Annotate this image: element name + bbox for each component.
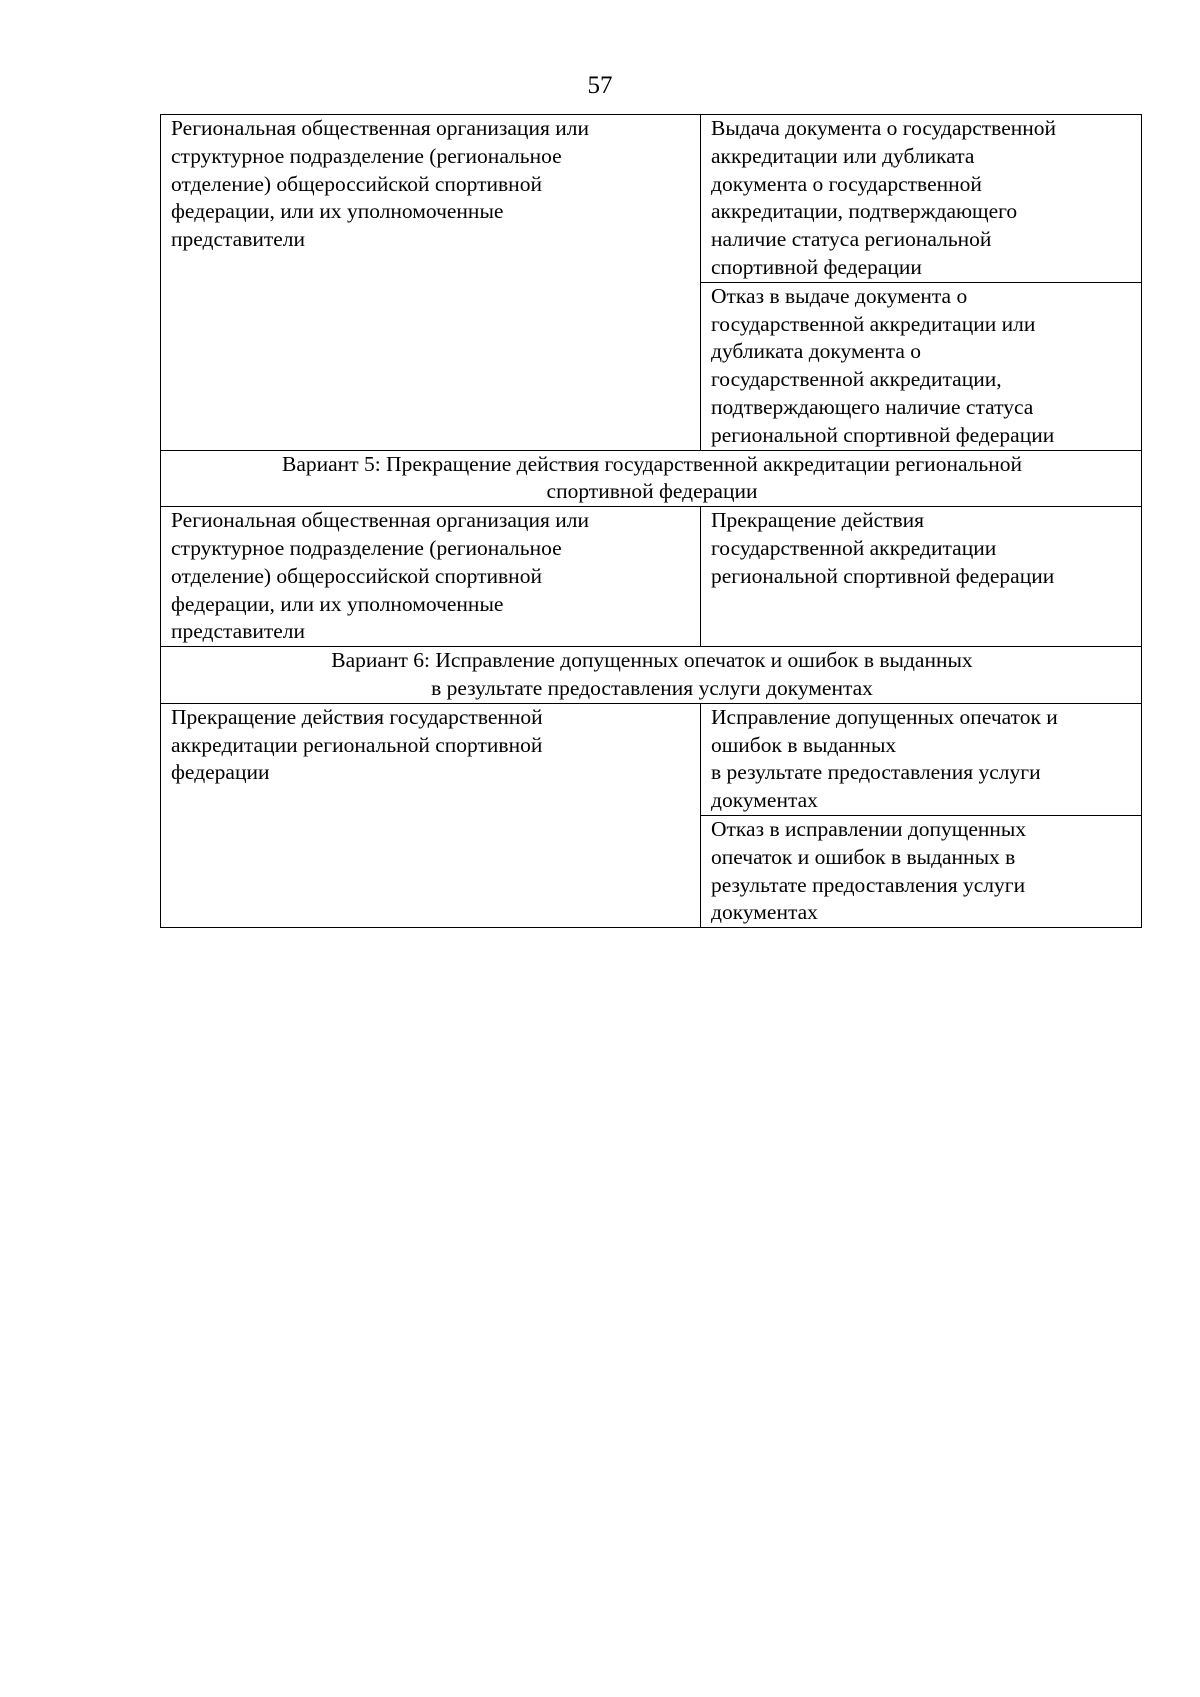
applicant-cell: [161, 507, 701, 647]
cell-line: документах: [711, 788, 818, 813]
cell-line: государственной аккредитации: [711, 535, 997, 560]
cell-line: федерации, или их уполномоченные: [171, 591, 504, 616]
result-cell: [701, 115, 1142, 283]
cell-line: региональной спортивной федерации: [711, 563, 1055, 588]
cell-line: региональной спортивной федерации: [711, 422, 1055, 447]
cell-line: федерации, или их уполномоченные: [171, 199, 504, 224]
cell-line: отделение) общероссийской спортивной: [171, 563, 542, 588]
variant-6-heading: [161, 647, 1142, 704]
cell-line: результате предоставления услуги: [711, 872, 1026, 897]
cell-line: структурное подразделение (региональное: [171, 143, 562, 168]
table-row: [161, 450, 1142, 507]
services-table: [160, 114, 1142, 928]
cell-line: структурное подразделение (региональное: [171, 535, 562, 560]
applicant-cell: [161, 115, 701, 451]
cell-line: государственной аккредитации или: [711, 311, 1036, 336]
cell-line: аккредитации, подтверждающего: [711, 199, 1018, 224]
cell-line: спортивной федерации: [711, 254, 922, 279]
cell-line: аккредитации или дубликата: [711, 143, 975, 168]
cell-line: Прекращение действия: [711, 508, 925, 533]
table-row: [161, 507, 1142, 647]
result-cell: [701, 507, 1142, 647]
cell-line: спортивной федерации: [546, 479, 758, 504]
cell-line: Региональная общественная организация или: [171, 508, 589, 533]
result-cell: [701, 703, 1142, 815]
cell-line: дубликата документа о: [711, 339, 922, 364]
cell-line: Отказ в исправлении допущенных: [711, 816, 1027, 841]
variant-5-heading: [161, 450, 1142, 507]
cell-line: представители: [171, 227, 306, 252]
cell-line: Выдача документа о государственной: [711, 116, 1057, 140]
cell-line: ошибок в выданных: [711, 732, 897, 757]
result-cell: [701, 815, 1142, 927]
cell-line: Исправление допущенных опечаток и: [711, 704, 1058, 729]
cell-line: Прекращение действия государственной: [171, 704, 543, 729]
cell-line: в результате предоставления услуги документах: [431, 675, 873, 700]
page-number: 57: [587, 72, 613, 99]
cell-line: наличие статуса региональной: [711, 227, 992, 252]
cell-line: документа о государственной: [711, 171, 982, 196]
table-row: [161, 115, 1142, 283]
cell-line: Региональная общественная организация или: [171, 116, 589, 140]
cell-line: в результате предоставления услуги: [711, 760, 1041, 785]
cell-line: Вариант 6: Исправление допущенных опечаток и ошибок в выданных: [331, 648, 973, 673]
applicant-cell: [161, 703, 701, 927]
cell-line: отделение) общероссийской спортивной: [171, 171, 542, 196]
cell-line: федерации: [171, 760, 270, 785]
cell-line: Отказ в выдаче документа о: [711, 283, 968, 308]
cell-line: аккредитации региональной спортивной: [171, 732, 543, 757]
cell-line: опечаток и ошибок в выданных в: [711, 844, 1016, 869]
result-cell: [701, 282, 1142, 450]
cell-line: Вариант 5: Прекращение действия государственной аккредитации региональной: [282, 451, 1022, 476]
cell-line: документах: [711, 900, 818, 925]
table-row: [161, 647, 1142, 704]
table-row: [161, 703, 1142, 815]
cell-line: представители: [171, 619, 306, 644]
cell-line: государственной аккредитации,: [711, 367, 1002, 392]
cell-line: подтверждающего наличие статуса: [711, 394, 1034, 419]
